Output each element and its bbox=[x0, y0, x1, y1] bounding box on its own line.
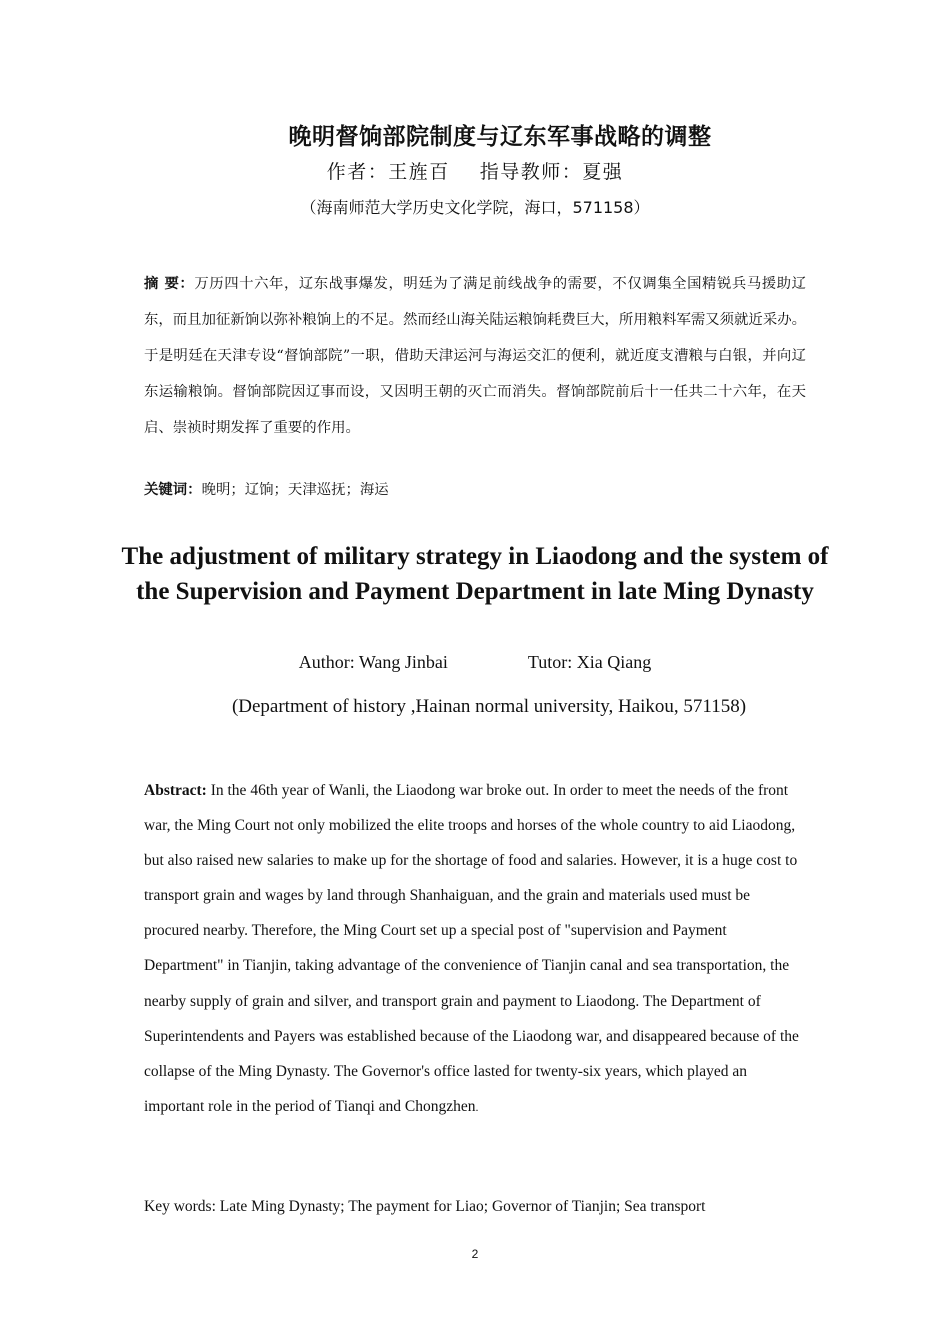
page-number: 2 bbox=[471, 1247, 479, 1261]
english-abstract-tail: . bbox=[475, 1099, 479, 1114]
english-author-line bbox=[0, 652, 950, 673]
english-author: Author: Wang Jinbai bbox=[298, 652, 448, 672]
english-title: The adjustment of military strategy in Liaodong and the system of the Supervision and Payment Department in late Ming Dynasty bbox=[121, 543, 829, 605]
chinese-keywords-text: 晚明；辽饷；天津巡抚；海运 bbox=[201, 482, 389, 498]
chinese-keywords bbox=[144, 478, 806, 502]
chinese-author: 作者：王旌百 bbox=[326, 161, 450, 183]
chinese-title: 晚明督饷部院制度与辽东军事战略的调整 bbox=[288, 123, 712, 150]
chinese-author-line bbox=[0, 157, 950, 184]
english-abstract-label: Abstract: bbox=[144, 782, 207, 799]
chinese-keywords-label: 关键词： bbox=[144, 482, 202, 498]
english-affiliation: (Department of history ,Hainan normal university, Haikou, 571158) bbox=[231, 696, 747, 717]
chinese-abstract-text: 万历四十六年，辽东战事爆发，明廷为了满足前线战争的需要，不仅调集全国精锐兵马援助辽东，而且加征新饷以弥补粮饷上的不足。然而经山海关陆运粮饷耗费巨大，所用粮料军需又须就近采办。于是明廷在天津专设“督饷部院”一职，借助天津运河与海运交汇的便利，就近度支漕粮与白银，并向辽东运输粮饷。督饷部院因辽事而设，又因明王朝的灭亡而消失。督饷部院前后十一任共二十六年，在天启、崇祯时期发挥了重要的作用。 bbox=[144, 276, 806, 436]
english-abstract-text: In the 46th year of Wanli, the Liaodong war broke out. In order to meet the needs of the front war, the Ming Court not only mobilized the elite troops and horses of the whole country to aid Liaodong, but also raised new salaries to make up for the shortage of food and salaries. However, it is a huge cost to transport grain and wages by land through Shanhaiguan, and the grain and materials used must be procured nearby. Therefore, the Ming Court set up a special post of "supervision and Payment Department" in Tianjin, taking advantage of the convenience of Tianjin canal and sea transportation, the nearby supply of grain and silver, and transport grain and payment to Liaodong. The Department of Superintendents and Payers was established because of the Liaodong war, and disappeared because of the collapse of the Ming Dynasty. The Governor's office lasted for twenty-six years, which played an important role in the period of Tianqi and Chongzhen bbox=[144, 782, 799, 1115]
chinese-tutor: 指导教师：夏强 bbox=[479, 161, 624, 183]
english-abstract bbox=[144, 773, 808, 1125]
chinese-affiliation: （海南师范大学历史文化学院，海口，571158） bbox=[300, 198, 650, 217]
english-tutor: Tutor: Xia Qiang bbox=[527, 652, 652, 672]
chinese-abstract-label: 摘 要： bbox=[144, 276, 195, 292]
chinese-abstract bbox=[144, 266, 806, 446]
english-keywords: Key words: Late Ming Dynasty; The payment for Liao; Governor of Tianjin; Sea transport bbox=[144, 1198, 706, 1215]
